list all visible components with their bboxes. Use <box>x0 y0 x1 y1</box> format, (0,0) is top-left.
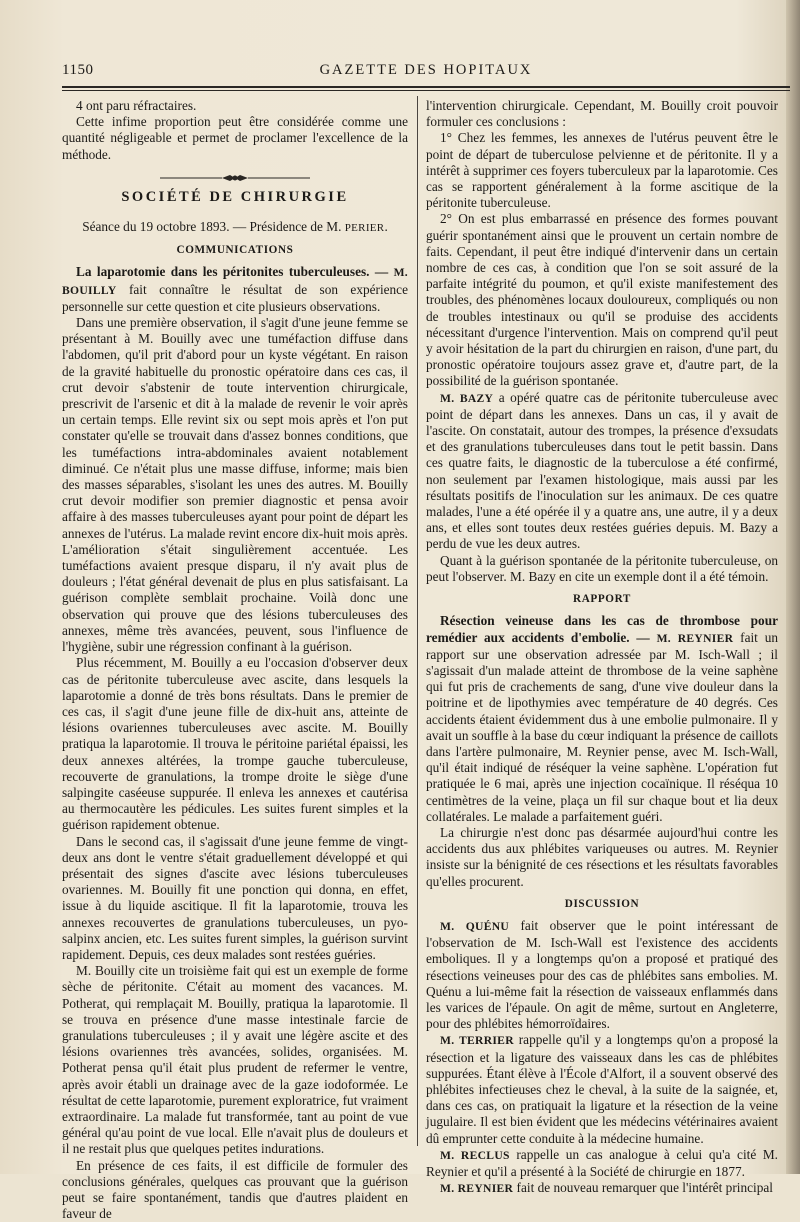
speaker-name: M. REYNIER <box>656 631 734 645</box>
speaker-paragraph <box>426 918 778 1032</box>
speaker-name: M. REYNIER <box>440 1182 514 1196</box>
speaker-paragraph <box>426 1180 778 1197</box>
article-title: Résection veineuse dans les cas de thrombose pour remédier aux accidents d'embolie. — <box>426 613 778 645</box>
communications-heading: COMMUNICATIONS <box>176 244 294 257</box>
section-title: SOCIÉTÉ DE CHIRURGIE <box>121 188 349 205</box>
speaker-text: rappelle un cas analogue à celui qu'a cité M. Reynier et qu'il a présenté à la Société de chirurgie en 1877. <box>426 1146 778 1179</box>
intro-paragraph: Cette infime proportion peut être considérée comme une quantité négligeable et permet de proclamer l'excellence de la méthode. <box>62 114 408 162</box>
rapport-heading: RAPPORT <box>573 593 631 606</box>
speaker-name: M. RECLUS <box>440 1148 510 1162</box>
header-rule <box>62 86 790 88</box>
body-paragraph: M. Bouilly cite un troisième fait qui est un exemple de forme sèche de péritonite. C'était au moment des vacances. M. Potherat, qui remplaçait M. Bouilly, pratiqua la laparotomie. Il se trouva en présence d'une masse intestinale farcie de granulations tuberculeuses ; il y avait une légère ascite et des lésions ovariennes très avancées, solides, organisées. M. Potherat pensa qu'il était plus prudent de refermer le ventre, après avoir établi un drainage avec de la gaze iodoformée. Le résultat de cette laparotomie, purement exploratrice, fut vraiment extraordinaire. La malade fut transformée, tant au point de vue général qu'au point de vue local. Elle n'avait plus de douleurs et il ne restait plus que quelques petites indurations. <box>62 963 408 1157</box>
body-paragraph: l'intervention chirurgicale. Cependant, M. Bouilly croit pouvoir formuler ces conclusions : <box>426 98 778 130</box>
journal-title: GAZETTE DES HOPITAUX <box>319 62 533 78</box>
speaker-text: a opéré quatre cas de péritonite tuberculeuse avec point de départ dans les annexes. Dans un cas, il y avait de l'ascite. On constatait, autour des trompes, la présence d'exsudats et des granulations tuberculeuses dans tout le petit bassin. Dans ces quatre faits, le diagnostic de la tuberculose a été confirmé, non seulement par l'examen histologique, mais aussi par les résultats positifs de l'inoculation sur les animaux. De ces quatre malades, l'une a été opérée il y a quatre ans, une autre, il y a deux ans, et elles sont toutes deux restées guéries depuis. M. Bazy a perdu de vue les deux autres. <box>426 389 778 552</box>
page-header <box>62 60 790 82</box>
section-ornament <box>62 173 408 183</box>
book-spine-shadow <box>786 0 800 1174</box>
speaker-name: M. BAZY <box>440 391 494 405</box>
conclusion-item: 1° Chez les femmes, les annexes de l'utérus peuvent être le point de départ de tuberculose pelvienne et de péritonite. Il y a intérêt à supprimer ces foyers tuberculeux par la laparotomie. Ces cas se rapportent généralement à la forme ascitique de la péritonite tuberculeuse. <box>426 130 778 211</box>
lead-text: fait connaître le résultat de son expérience personnelle sur cette question et cite plusieurs observations. <box>62 281 408 314</box>
speaker-paragraph <box>426 390 778 553</box>
page-number: 1150 <box>62 62 94 78</box>
discussion-heading: DISCUSSION <box>564 897 640 910</box>
conclusion-item: 2° On est plus embarrassé en présence des formes pouvant guérir spontanément ainsi que le prouvent un certain nombre de faits. Cependant, il peut être indiqué d'intervenir dans un certain nombre de ces cas, à condition que l'on se soit assuré de la parfaite intégrité du poumon, et qu'il existe manifestement des troubles, des phénomènes locaux douloureux, compliqués ou non de troubles intestinaux ou qu'il se produise des accidents nécessitant d'urgence l'intervention. Mais on comprend qu'il peut y avoir hésitation de la part du chirurgien en raison, d'une part, du pronostic opératoire toujours assez grave et, d'autre part, de la possibilité de la guérison spontanée. <box>426 211 778 389</box>
session-date: Séance du 19 octobre 1893. — Présidence de M. <box>82 219 345 235</box>
speaker-paragraph <box>426 1147 778 1180</box>
article-lead <box>62 264 408 315</box>
session-president: PERIER <box>344 222 385 235</box>
header-rule-thin <box>62 90 790 91</box>
body-paragraph: Dans une première observation, il s'agit d'une jeune femme se présentant à M. Bouilly avec une tuméfaction diffuse dans l'abdomen, qu'il prit d'abord pour un kyste végétant. En raison de la gravité habituelle du pronostic opératoire dans ces cas, il crut devoir s'abstenir de toute intervention chirurgicale, prescrivit de l'arsenic et dit à la malade de revenir le voir après un certain temps. Elle revint six ou sept mois après et l'on put constater qu'elle se trouvait dans d'assez bonnes conditions, que les tuméfactions intra-abdominales avaient notablement diminué. Ce n'était plus une masse diffuse, informe; mais bien des masses séparables, s'isolant les unes des autres. M. Bouilly crut devoir modifier son premier diagnostic et pensa avoir affaire à des masses tuberculeuses ayant pour point de départ les annexes de l'utérus. La malade revint encore dix-huit mois après. L'amélioration s'était singulièrement accentuée. Les tuméfactions avaient presque disparu, il n'y avait plus de douleurs ; l'état général devenait de plus en plus satisfaisant. La guérison complète semblait prochaine. Voilà donc une observation qui prouve que des lésions tuberculeuses des annexes, même très avancées, peuvent, sous l'influence de l'hygiène, subir une régression confinant à la guérison. <box>62 315 408 655</box>
article-lead <box>426 613 778 825</box>
body-paragraph: Dans le second cas, il s'agissait d'une jeune femme de vingt-deux ans dont le ventre s'était graduellement développé et qui présentait des signes d'ascite avec lésions tuberculeuses ovariennes. M. Bouilly fit une ponction qui donna, en effet, issue à du liquide ascitique. Il fit la laparotomie, trouva les annexes recouvertes de granulations tuberculeuses, un pyo-salpinx ancien, etc. Les suites furent simples, la guérison survint rapidement. Depuis, ces deux malades sont restées guéries. <box>62 833 408 962</box>
body-paragraph: Plus récemment, M. Bouilly a eu l'occasion d'observer deux cas de péritonite tuberculeuse avec ascite, dans lesquels la laparotomie a donné de très bons résultats. Dans le premier de ces cas, il s'agit d'une jeune fille de dix-huit ans, atteinte de lésions ovariennes tuberculeuses avec ascite. M. Bouilly pratiqua la laparotomie. Il trouva le péritoine pariétal épaissi, les deux annexes altérées, la trompe gauche tuberculeuse, recouverte de granulations, la trompe droite le siège d'une salpingite caséeuse suppurée. Il enleva les annexes et cautérisa au thermocautère les pédicules. Les suites furent simples et la guérison rapidement obtenue. <box>62 655 408 833</box>
left-column <box>62 98 408 1222</box>
article-title: La laparotomie dans les péritonites tuberculeuses. — <box>76 264 389 280</box>
body-paragraph: En présence de ces faits, il est difficile de formuler des conclusions générales, quelques cas prouvant que la guérison peut se faire spontanément, tandis que d'autres plaident en faveur de <box>62 1157 408 1222</box>
body-paragraph: La chirurgie n'est donc pas désarmée aujourd'hui contre les accidents dus aux phlébites variqueuses ou autres. M. Reynier insiste sur la bénignité de ces résections et les résultats favorables qu'elles procurent. <box>426 824 778 889</box>
intro-paragraph: 4 ont paru réfractaires. <box>76 98 197 113</box>
speaker-name: M. BOUILLY <box>62 266 409 297</box>
speaker-text: rappelle qu'il y a longtemps qu'on a proposé la résection et la ligature des vaisseaux dans les cas de phlébites suppurées. Étant élève à l'École d'Alfort, il a souvent observé des phlébites infectieuses chez le cheval, à la suite de la saignée, et, dans ces cas, on pratiquait la ligature et la résection de la veine jugulaire. Il est bien évident que les médecins vétérinaires avaient dû emprunter cette conduite à la médecine humaine. <box>426 1032 778 1146</box>
column-separator <box>417 96 418 1146</box>
speaker-paragraph <box>426 1032 778 1146</box>
right-column <box>426 98 778 1197</box>
speaker-text: fait un rapport sur une observation adressée par M. Isch-Wall ; il s'agissait d'un malade atteint de thrombose de la veine saphène qui fut pris de crachements de sang, d'une vive douleur dans la poitrine et de lipothymies avec température de 40 degrés. Ces accidents étaient évidemment dus à une embolie pulmonaire. Il y avait un souffle à la base du cœur indiquant la présence de caillots dans l'artère pulmonaire, M. Reynier pense, avec M. Isch-Wall, qu'il était indiqué de réséquer la veine saphène. L'opération fut pratiquée le 6 mai, après une injection cocaïnique. Il réséqua 10 centimètres de la veine, plaça un fil sur chaque bout et lia deux collatérales. Le malade a parfaitement guéri. <box>426 629 778 824</box>
body-paragraph: Quant à la guérison spontanée de la péritonite tuberculeuse, on peut l'observer. M. Bazy en cite un exemple dont il a été témoin. <box>426 552 778 584</box>
speaker-text: fait de nouveau remarquer que l'intérêt principal <box>513 1180 773 1196</box>
speaker-text: fait observer que le point intéressant de l'observation de M. Isch-Wall est l'existence des accidents emboliques. Il y a longtemps qu'on a proposé et pratiqué des résections veineuses pour des cas de phlébites sans embolies. M. Quénu a lui-même fait la résection de vaisseaux enflammés dans les varices de l'épaule. On agit de même, surtout en Angleterre, pour des phlébites hémorroïdaires. <box>426 917 778 1032</box>
speaker-name: M. TERRIER <box>440 1034 514 1048</box>
speaker-name: M. QUÉNU <box>440 919 510 933</box>
session-line: Séance du 19 octobre 1893. — Présidence de M. PERIER. <box>82 219 388 235</box>
